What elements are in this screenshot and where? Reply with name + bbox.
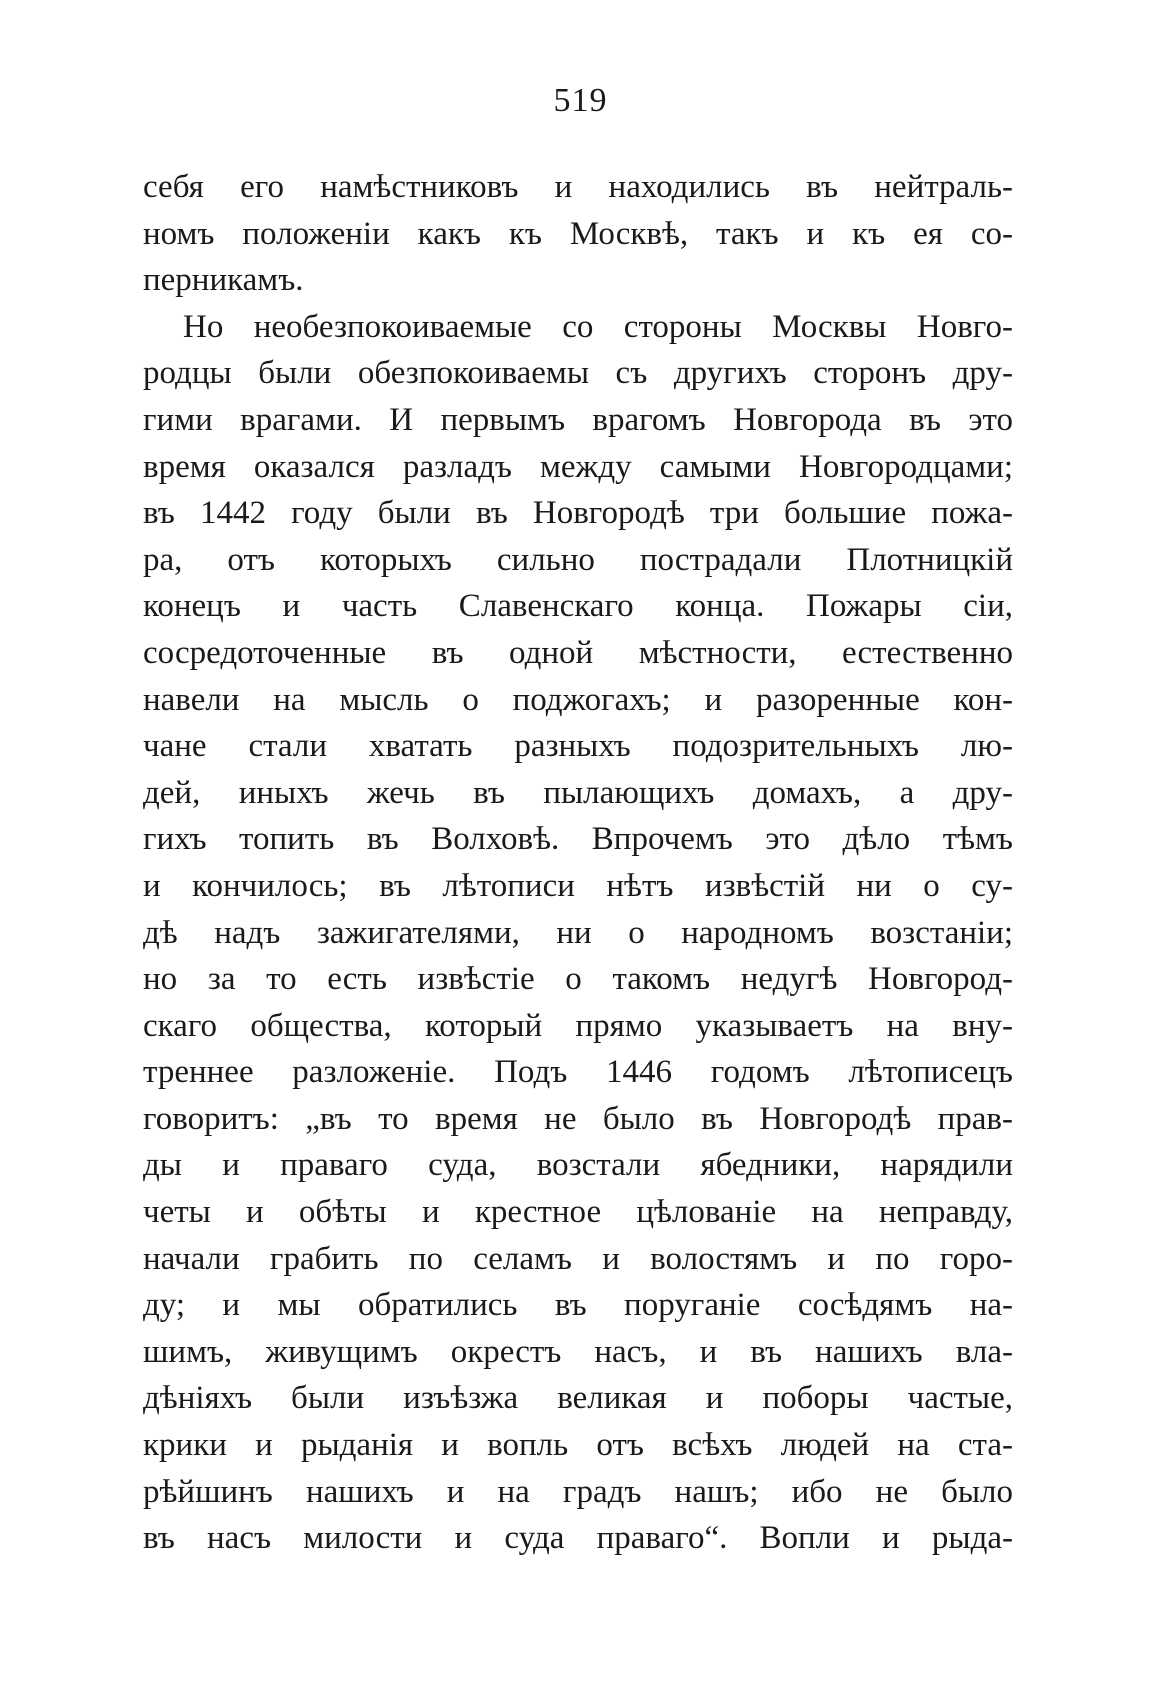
text-line: гихъ топить въ Волховѣ. Впрочемъ это дѣло тѣмъ (143, 821, 1013, 858)
page-number: 519 (553, 82, 608, 119)
text-line: въ насъ милости и суда праваго“. Вопли и рыда- (143, 1520, 1013, 1557)
text-line: гими врагами. И первымъ врагомъ Новгорода въ это (143, 401, 1013, 438)
text-line: рѣйшинъ нашихъ и на градъ нашъ; ибо не было (143, 1473, 1013, 1510)
text-line: въ 1442 году были въ Новгородѣ три большие пожа- (143, 495, 1013, 532)
text-line: и кончилось; въ лѣтописи нѣтъ извѣстiй ни о су- (143, 867, 1013, 904)
text-line: чане стали хватать разныхъ подозрительныхъ лю- (143, 728, 1013, 765)
text-line: но за то есть извѣстiе о такомъ недугѣ Новгород- (143, 961, 1013, 998)
text-line: сосредоточенные въ одной мѣстности, естественно (143, 634, 1013, 671)
text-line: конецъ и часть Славенскаго конца. Пожары сiи, (143, 588, 1013, 625)
text-line: шимъ, живущимъ окрестъ насъ, и въ нашихъ вла- (143, 1333, 1013, 1370)
text-line: навели на мысль о поджогахъ; и разоренные кон- (143, 681, 1013, 718)
text-line: дей, иныхъ жечь въ пылающихъ домахъ, а дру- (143, 774, 1013, 811)
text-line: ра, отъ которыхъ сильно пострадали Плотницкiй (143, 541, 1013, 578)
text-line: ды и праваго суда, возстали ябедники, нарядили (143, 1147, 1013, 1184)
text-line: родцы были обезпокоиваемы съ другихъ сторонъ дру- (143, 355, 1013, 392)
text-line: перникамъ. (143, 262, 304, 299)
text-line: себя его намѣстниковъ и находились въ нейтраль- (143, 169, 1013, 205)
text-line: время оказался разладъ между самыми Новгородцами; (143, 448, 1013, 485)
text-line: номъ положенiи какъ къ Москвѣ, такъ и къ ея со- (143, 215, 1013, 252)
body-text (143, 164, 1013, 1562)
text-line: крики и рыданiя и вопль отъ всѣхъ людей на ста- (143, 1427, 1013, 1464)
text-line: говоритъ: „въ то время не было въ Новгородѣ прав- (143, 1100, 1013, 1137)
text-line: треннее разложенiе. Подъ 1446 годомъ лѣтописецъ (143, 1054, 1013, 1091)
text-line: ду; и мы обратились въ поруганiе сосѣдямъ на- (143, 1287, 1013, 1324)
text-line: скаго общества, который прямо указываетъ на вну- (143, 1007, 1013, 1044)
text-line: Но необезпокоиваемые со стороны Москвы Новго- (183, 308, 1013, 345)
text-line: четы и обѣты и крестное цѣлованiе на неправду, (143, 1194, 1013, 1231)
text-line: дѣ надъ зажигателями, ни о народномъ возстанiи; (143, 914, 1013, 951)
text-line: дѣнiяхъ были изъѣзжа великая и поборы частые, (143, 1380, 1013, 1417)
text-line: начали грабить по селамъ и волостямъ и по горо- (143, 1240, 1013, 1277)
